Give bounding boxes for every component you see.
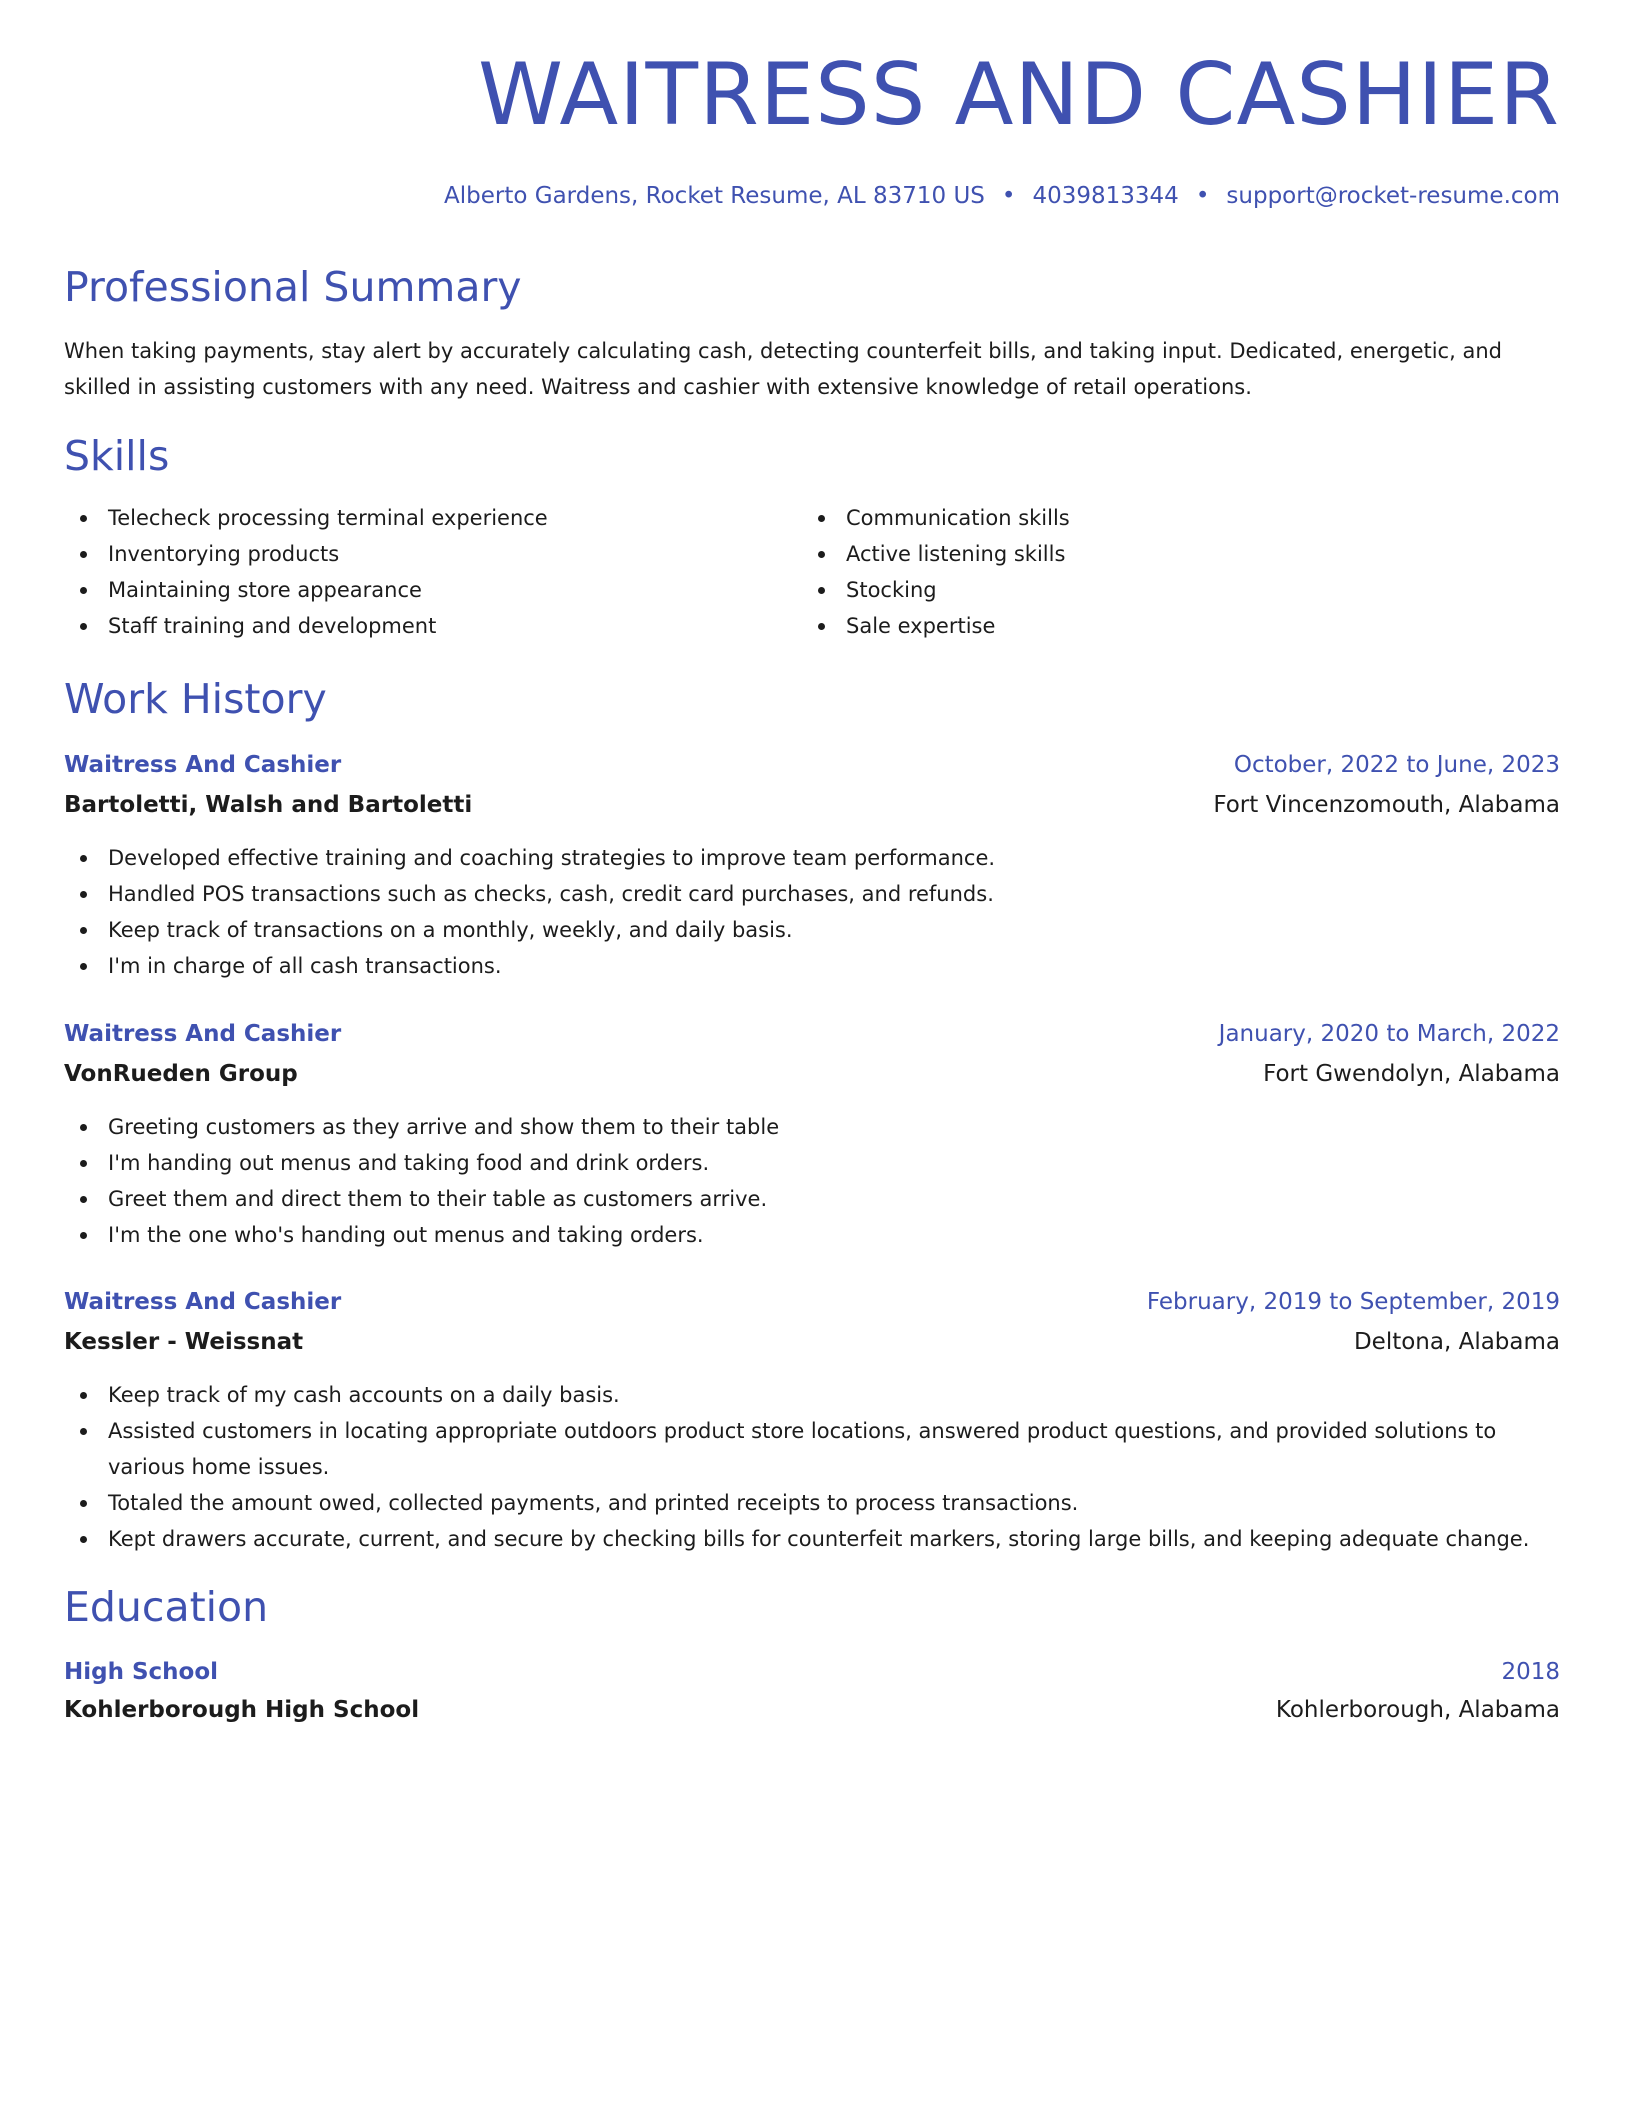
- contact-email[interactable]: support@rocket-resume.com: [1226, 183, 1560, 209]
- job-bullets: [64, 1377, 1560, 1557]
- job-company-row: [64, 1324, 1560, 1360]
- education-header: [64, 1654, 1560, 1690]
- job-bullet: Greeting customers as they arrive and show them to their table: [64, 1109, 1560, 1145]
- job-dates: October, 2022 to June, 2023: [1233, 752, 1560, 778]
- job-bullet: Kept drawers accurate, current, and secure by checking bills for counterfeit markers, storing large bills, and keeping adequate change.: [64, 1521, 1560, 1557]
- job-location: Fort Vincenzomouth, Alabama: [1213, 792, 1560, 818]
- job-bullet: Handled POS transactions such as checks, cash, credit card purchases, and refunds.: [64, 876, 1560, 912]
- contact-line: [444, 180, 1560, 212]
- job-bullet: Keep track of transactions on a monthly, weekly, and daily basis.: [64, 912, 1560, 948]
- job-role: Waitress And Cashier: [64, 1289, 342, 1315]
- skill-item: Communication skills: [802, 500, 1502, 536]
- job-bullet: Assisted customers in locating appropriate outdoors product store locations, answered product questions, and provided solutions to various home issues.: [64, 1413, 1560, 1485]
- summary-text: When taking payments, stay alert by accurately calculating cash, detecting counterfeit bills, and taking input. Dedicated, energetic, and skilled in assisting customers with any need. Waitress and cashier with extensive knowledge of retail operations.: [64, 339, 1502, 399]
- contact-separator: •: [1195, 183, 1210, 209]
- education-degree: High School: [64, 1659, 219, 1685]
- skill-item: Sale expertise: [802, 608, 1502, 644]
- resume-page: [64, 0, 1560, 2112]
- job-company: Kessler - Weissnat: [64, 1329, 304, 1355]
- job-bullet: Keep track of my cash accounts on a daily basis.: [64, 1377, 1560, 1413]
- job-bullets: [64, 1109, 1560, 1253]
- job-role: Waitress And Cashier: [64, 752, 342, 778]
- job-company-row: [64, 787, 1560, 823]
- contact-phone: 4039813344: [1032, 183, 1179, 209]
- skill-item: Active listening skills: [802, 536, 1502, 572]
- job-bullet: I'm handing out menus and taking food and drink orders.: [64, 1145, 1560, 1181]
- skills-list-left: [64, 500, 764, 644]
- resume-title: WAITRESS AND CASHIER: [478, 45, 1560, 145]
- job-bullet: Totaled the amount owed, collected payments, and printed receipts to process transactions.: [64, 1485, 1560, 1521]
- education-school: Kohlerborough High School: [64, 1697, 420, 1723]
- education-school-row: [64, 1692, 1560, 1728]
- education-year: 2018: [1501, 1659, 1560, 1685]
- skill-item: Staff training and development: [64, 608, 764, 644]
- job-bullet: I'm in charge of all cash transactions.: [64, 948, 1560, 984]
- education-heading: Education: [64, 1583, 269, 1631]
- job-bullet: Greet them and direct them to their table as customers arrive.: [64, 1181, 1560, 1217]
- job-location: Fort Gwendolyn, Alabama: [1263, 1061, 1560, 1087]
- skill-item: Maintaining store appearance: [64, 572, 764, 608]
- skills-heading: Skills: [64, 432, 170, 480]
- job-location: Deltona, Alabama: [1353, 1329, 1560, 1355]
- job-dates: February, 2019 to September, 2019: [1146, 1289, 1560, 1315]
- job-dates: January, 2020 to March, 2022: [1218, 1021, 1560, 1047]
- skill-item: Telecheck processing terminal experience: [64, 500, 764, 536]
- job-company: Bartoletti, Walsh and Bartoletti: [64, 792, 473, 818]
- job-bullet: Developed effective training and coaching strategies to improve team performance.: [64, 840, 1560, 876]
- work-heading: Work History: [64, 675, 327, 723]
- job-bullets: [64, 840, 1560, 984]
- contact-address: Alberto Gardens, Rocket Resume, AL 83710 US: [444, 183, 985, 209]
- job-header: [64, 747, 1560, 783]
- job-company: VonRueden Group: [64, 1061, 298, 1087]
- job-bullet: I'm the one who's handing out menus and taking orders.: [64, 1217, 1560, 1253]
- summary-heading: Professional Summary: [64, 263, 522, 311]
- job-role: Waitress And Cashier: [64, 1021, 342, 1047]
- skill-item: Stocking: [802, 572, 1502, 608]
- skills-list-right: [802, 500, 1502, 644]
- job-company-row: [64, 1056, 1560, 1092]
- skill-item: Inventorying products: [64, 536, 764, 572]
- contact-separator: •: [1001, 183, 1016, 209]
- education-location: Kohlerborough, Alabama: [1275, 1697, 1560, 1723]
- job-header: [64, 1284, 1560, 1320]
- job-header: [64, 1016, 1560, 1052]
